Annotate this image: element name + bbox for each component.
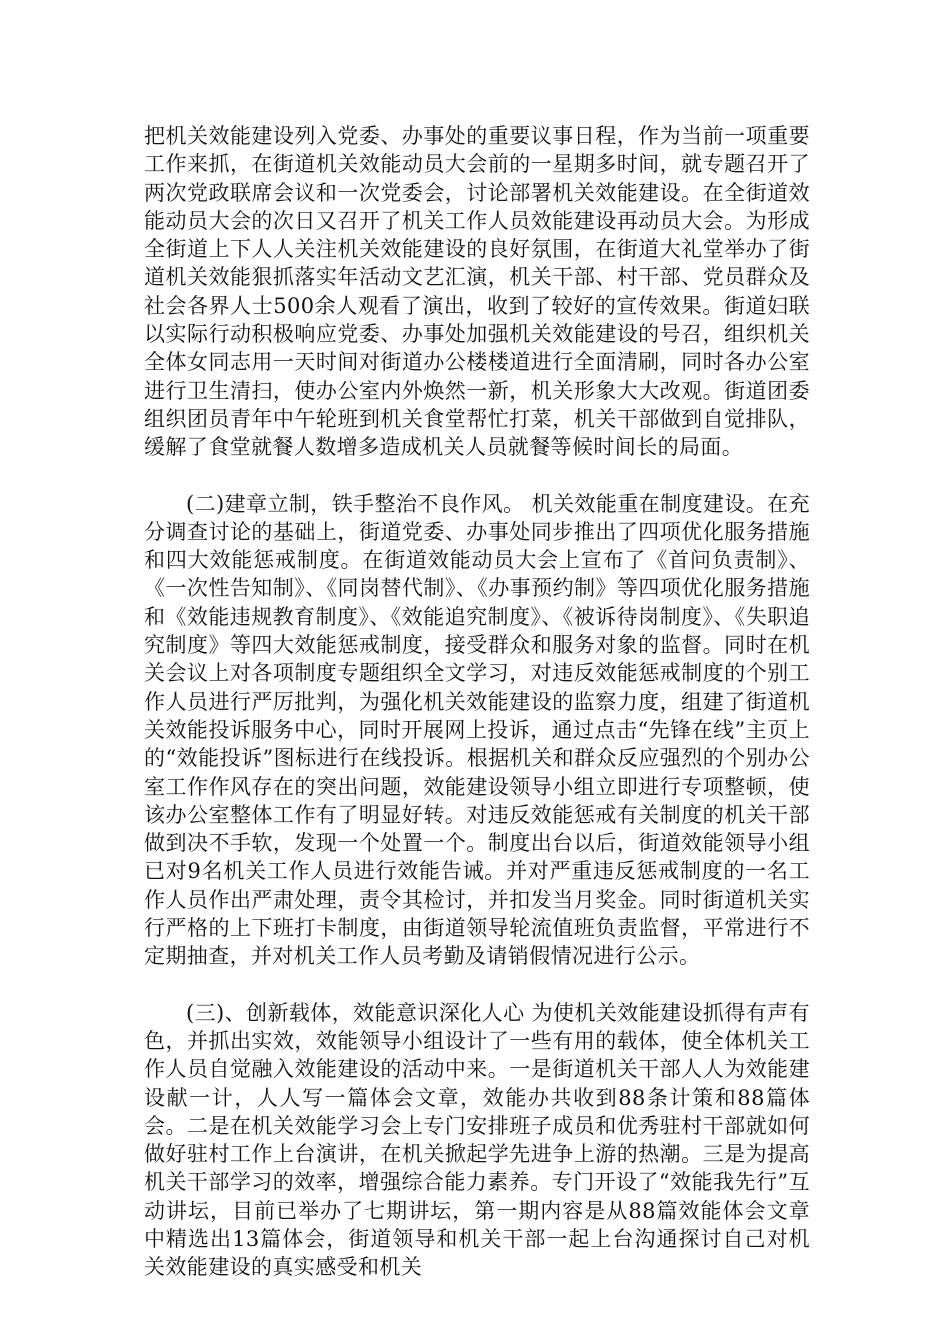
paragraph-2: (二)建章立制，铁手整治不良作风。 机关效能重在制度建设。在充分调查讨论的基础上，街道党委、办事处同步推出了四项优化服务措施和四大效能惩戒制度。在街道效能动员大会上宣布了《首问负责制》、《一次性告知制》、《同岗替代制》、《办事预约制》等四项优化服务措施和《效能违规教育制度》、《效能追究制度》、《被诉待岗制度》、《失职追究制度》等四大效能惩戒制度，接受群众和服务对象的监督。同时在机关会议上对各项制度专题组织全文学习，对违反效能惩戒制度的个别工作人员进行严厉批判，为强化机关效能建设的监察力度，组建了街道机关效能投诉服务中心，同时开展网上投诉，通过点击“先锋在线”主页上的“效能投诉”图标进行在线投诉。根据机关和群众反应强烈的个别办公室工作作风存在的突出问题，效能建设领导小组立即进行专项整顿，使该办公室整体工作有了明显好转。对违反效能惩戒有关制度的机关干部做到决不手软，发现一个处置一个。制度出台以后，街道效能领导小组已对9名机关工作人员进行效能告诫。并对严重违反惩戒制度的一名工作人员作出严肃处理，责令其检讨，并扣发当月奖金。同时街道机关实行严格的上下班打卡制度，由街道领导轮流值班负责监督，平常进行不定期抽查，并对机关工作人员考勤及请销假情况进行公示。: [144, 491, 810, 969]
paragraph-1: 把机关效能建设列入党委、办事处的重要议事日程，作为当前一项重要工作来抓，在街道机关效能动员大会前的一星期多时间，就专题召开了两次党政联席会议和一次党委会，讨论部署机关效能建设。在全街道效能动员大会的次日又召开了机关工作人员效能建设再动员大会。为形成全街道上下人人关注机关效能建设的良好氛围，在街道大礼堂举办了街道机关效能狠抓落实年活动文艺汇演，机关干部、村干部、党员群众及社会各界人士500余人观看了演出，收到了较好的宣传效果。街道妇联以实际行动积极响应党委、办事处加强机关效能建设的号召，组织机关全体女同志用一天时间对街道办公楼楼道进行全面清刷，同时各办公室进行卫生清扫，使办公室内外焕然一新，机关形象大大改观。街道团委组织团员青年中午轮班到机关食堂帮忙打菜，机关干部做到自觉排队，缓解了食堂就餐人数增多造成机关人员就餐等候时间长的局面。: [144, 124, 810, 460]
document-page: [144, 122, 810, 1282]
paragraph-3: (三)、创新载体，效能意识深化人心 为使机关效能建设抓得有声有色，并抓出实效，效能领导小组设计了一些有用的载体，使全体机关工作人员自觉融入效能建设的活动中来。一是街道机关干部人人为效能建设献一计，人人写一篇体会文章，效能办共收到88条计策和88篇体会。二是在机关效能学习会上专门安排班子成员和优秀驻村干部就如何做好驻村工作上台演讲，在机关掀起学先进争上游的热潮。三是为提高机关干部学习的效率，增强综合能力素养。专门开设了“效能我先行”互动讲坛，目前已举办了七期讲坛，第一期内容是从88篇效能体会文章中精选出13篇体会，街道领导和机关干部一起上台沟通探讨自己对机关效能建设的真实感受和机关: [144, 1000, 810, 1280]
